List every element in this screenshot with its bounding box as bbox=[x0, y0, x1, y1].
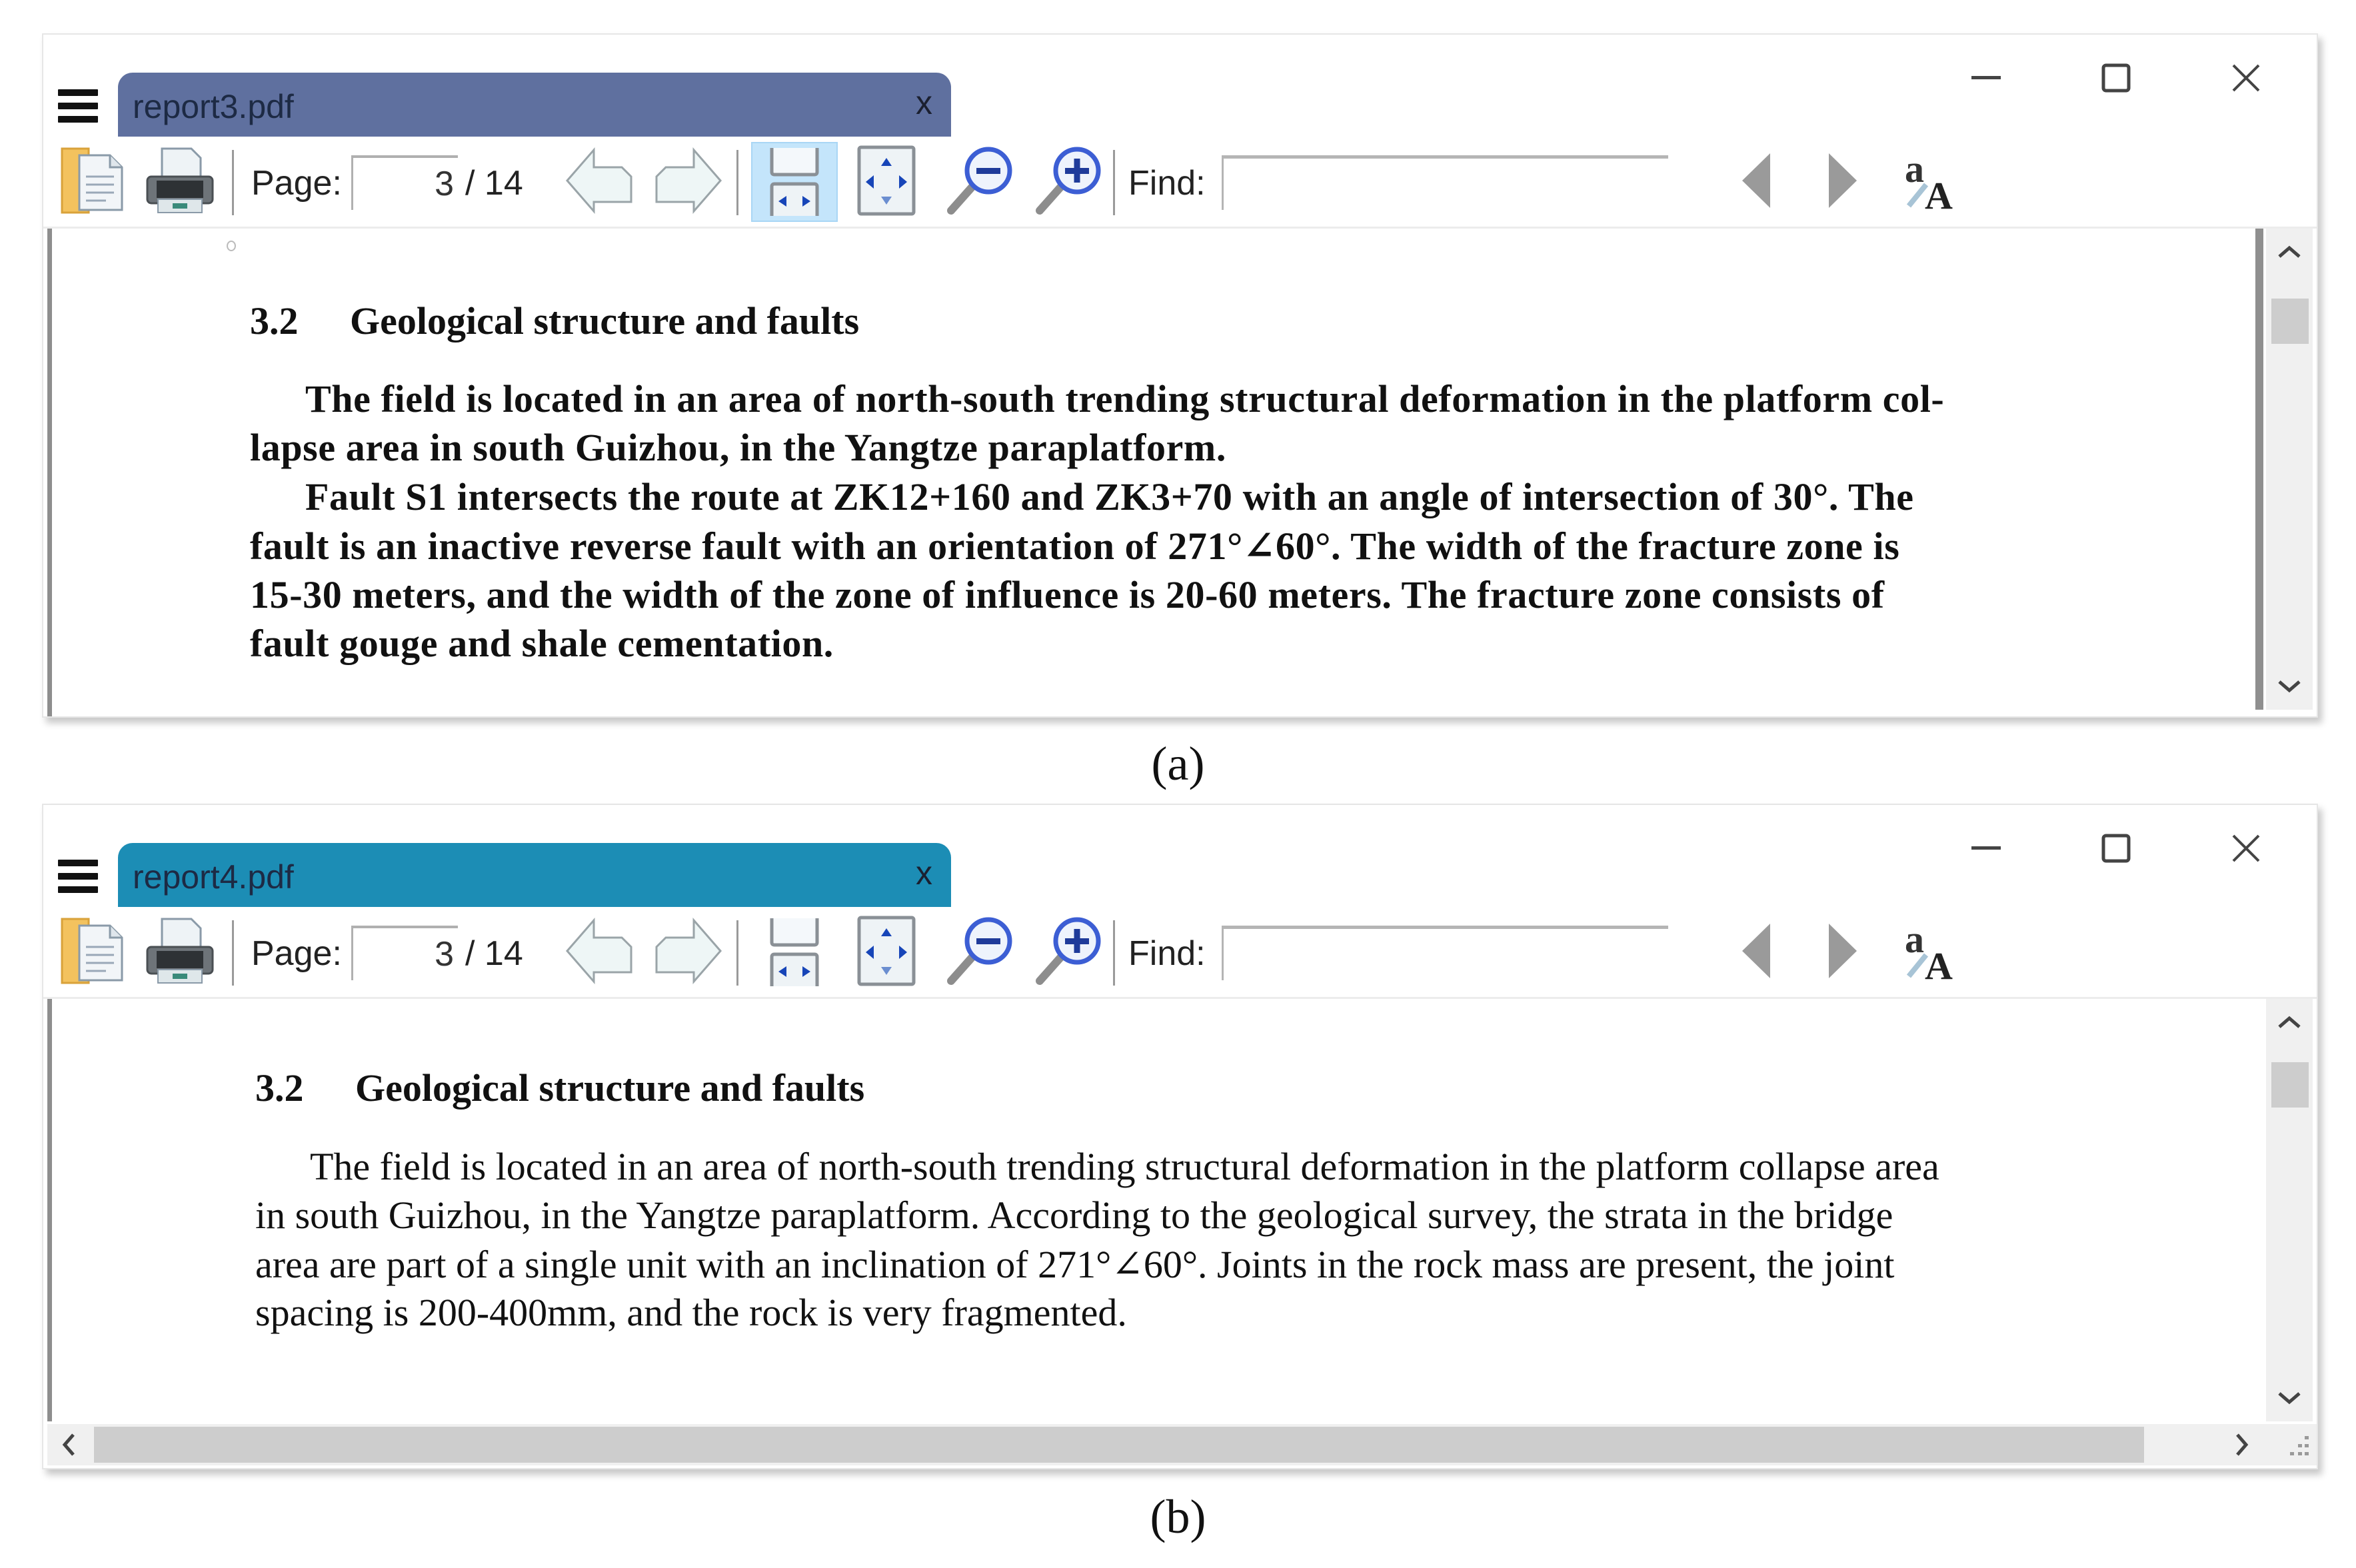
fit-page-icon bbox=[856, 915, 916, 987]
document-viewport[interactable] bbox=[43, 227, 2317, 716]
vertical-scrollbar[interactable] bbox=[2266, 999, 2313, 1421]
minimize-icon bbox=[1971, 75, 2001, 81]
section-number: 3.2 bbox=[250, 299, 299, 343]
horizontal-scroll-thumb[interactable] bbox=[94, 1427, 2144, 1463]
find-label: Find: bbox=[1128, 164, 1206, 203]
maximize-icon bbox=[2101, 834, 2131, 863]
chevron-right-icon bbox=[2235, 1433, 2249, 1457]
document-page bbox=[207, 999, 2117, 1421]
maximize-button[interactable] bbox=[2079, 818, 2153, 878]
figure-caption-a: (a) bbox=[1151, 737, 1205, 790]
scroll-up-button[interactable] bbox=[2266, 229, 2313, 275]
section-number: 3.2 bbox=[255, 1066, 304, 1110]
toolbar-separator bbox=[1113, 920, 1115, 986]
page-number-input[interactable] bbox=[351, 926, 458, 980]
fit-page-button[interactable] bbox=[850, 145, 923, 217]
fit-page-button[interactable] bbox=[850, 915, 923, 987]
paragraph-line: lapse area in south Guizhou, in the Yangtze paraplatform. bbox=[250, 426, 1226, 469]
find-label: Find: bbox=[1128, 934, 1206, 973]
vertical-scroll-thumb[interactable] bbox=[2271, 299, 2309, 344]
paragraph-line: 15-30 meters, and the width of the zone of influence is 20-60 meters. The fracture zone consists of bbox=[250, 573, 1885, 616]
tab-title: report3.pdf bbox=[133, 88, 294, 125]
figure-caption-b: (b) bbox=[1150, 1490, 1206, 1543]
open-file-button[interactable] bbox=[58, 145, 127, 217]
text-options-button[interactable] bbox=[1896, 145, 1969, 217]
scroll-right-button[interactable] bbox=[2221, 1424, 2263, 1465]
arrow-left-icon bbox=[565, 918, 635, 984]
triangle-right-icon bbox=[1826, 921, 1859, 981]
open-file-button[interactable] bbox=[58, 915, 127, 987]
toolbar bbox=[43, 138, 2317, 225]
find-next-button[interactable] bbox=[1816, 145, 1869, 217]
printer-icon bbox=[143, 146, 217, 215]
toolbar bbox=[43, 908, 2317, 995]
close-window-button[interactable] bbox=[2209, 48, 2283, 108]
minimize-button[interactable] bbox=[1949, 818, 2023, 878]
print-button[interactable] bbox=[143, 145, 217, 217]
menu-hamburger-icon[interactable] bbox=[58, 89, 98, 124]
svg-text:a: a bbox=[1905, 147, 1924, 191]
section-title: Geological structure and faults bbox=[350, 299, 860, 343]
svg-text:A: A bbox=[1925, 944, 1953, 984]
find-previous-button[interactable] bbox=[1730, 915, 1783, 987]
previous-page-button[interactable] bbox=[563, 145, 636, 217]
maximize-button[interactable] bbox=[2079, 48, 2153, 108]
zoom-in-icon bbox=[1032, 914, 1105, 988]
scroll-left-button[interactable] bbox=[47, 1424, 90, 1465]
text-options-button[interactable] bbox=[1896, 915, 1969, 987]
page-total: / 14 bbox=[465, 934, 523, 973]
resize-grip-icon[interactable] bbox=[2285, 1433, 2311, 1460]
fit-width-button[interactable] bbox=[751, 142, 838, 222]
title-bar bbox=[43, 805, 2317, 905]
zoom-out-icon bbox=[943, 144, 1016, 217]
find-input[interactable] bbox=[1222, 926, 1668, 980]
section-heading bbox=[255, 1066, 864, 1110]
document-viewport[interactable] bbox=[43, 997, 2317, 1421]
toolbar-separator bbox=[232, 920, 234, 986]
toolbar-separator bbox=[736, 150, 738, 215]
scroll-down-button[interactable] bbox=[2266, 663, 2313, 710]
vertical-scroll-thumb[interactable] bbox=[2271, 1062, 2309, 1108]
triangle-right-icon bbox=[1826, 151, 1859, 211]
open-folder-icon bbox=[59, 146, 126, 215]
zoom-out-button[interactable] bbox=[940, 915, 1020, 987]
document-tab[interactable] bbox=[118, 843, 951, 907]
chevron-down-icon bbox=[2277, 1391, 2301, 1405]
menu-hamburger-icon[interactable] bbox=[58, 860, 98, 894]
page-label: Page: bbox=[251, 164, 342, 203]
paragraph-line: in south Guizhou, in the Yangtze paraplatform. According to the geological survey, the strata in the bridge bbox=[255, 1193, 1893, 1237]
page-label: Page: bbox=[251, 934, 342, 973]
tab-close-button[interactable]: x bbox=[916, 84, 932, 121]
next-page-button[interactable] bbox=[651, 915, 724, 987]
paragraph-line: spacing is 200-400mm, and the rock is very fragmented. bbox=[255, 1291, 1127, 1334]
zoom-out-icon bbox=[943, 914, 1016, 988]
chevron-down-icon bbox=[2277, 680, 2301, 693]
horizontal-scrollbar[interactable] bbox=[47, 1424, 2317, 1465]
title-bar bbox=[43, 35, 2317, 135]
toolbar-separator bbox=[736, 920, 738, 986]
arrow-right-icon bbox=[652, 918, 723, 984]
tab-title: report4.pdf bbox=[133, 858, 294, 896]
page-right-edge bbox=[2255, 229, 2263, 710]
triangle-left-icon bbox=[1740, 151, 1773, 211]
vertical-scrollbar[interactable] bbox=[2266, 229, 2313, 710]
document-tab[interactable] bbox=[118, 73, 951, 137]
pdf-viewer-window-b bbox=[42, 804, 2318, 1469]
maximize-icon bbox=[2101, 63, 2131, 93]
font-case-icon bbox=[1899, 918, 1966, 984]
close-icon bbox=[2231, 63, 2261, 93]
paragraph-line: area are part of a single unit with an inclination of 271°∠60°. Joints in the rock mass are present, the joint bbox=[255, 1243, 1895, 1286]
page-total: / 14 bbox=[465, 164, 523, 203]
find-previous-button[interactable] bbox=[1730, 145, 1783, 217]
document-page bbox=[207, 229, 2117, 716]
paragraph-line: fault gouge and shale cementation. bbox=[250, 622, 834, 665]
section-title: Geological structure and faults bbox=[355, 1066, 865, 1110]
find-next-button[interactable] bbox=[1816, 915, 1869, 987]
fit-width-icon bbox=[761, 916, 828, 989]
arrow-right-icon bbox=[652, 147, 723, 214]
viewport-left-border bbox=[47, 999, 52, 1421]
paragraph-line: The field is located in an area of north-south trending structural deformation in the platform col- bbox=[305, 377, 1945, 420]
fit-page-icon bbox=[856, 145, 916, 217]
fit-width-button[interactable] bbox=[751, 912, 838, 992]
scroll-down-button[interactable] bbox=[2266, 1375, 2313, 1421]
minimize-icon bbox=[1971, 845, 2001, 852]
close-icon bbox=[2231, 834, 2261, 863]
find-input[interactable] bbox=[1222, 155, 1668, 210]
close-window-button[interactable] bbox=[2209, 818, 2283, 878]
paragraph-line: The field is located in an area of north-south trending structural deformation in the platform collapse area bbox=[310, 1145, 1939, 1188]
page-number-input[interactable] bbox=[351, 155, 458, 210]
chevron-up-icon bbox=[2277, 1016, 2301, 1029]
font-case-icon bbox=[1899, 147, 1966, 214]
zoom-in-button[interactable] bbox=[1028, 145, 1108, 217]
scroll-up-button[interactable] bbox=[2266, 999, 2313, 1046]
arrow-left-icon bbox=[565, 147, 635, 214]
chevron-up-icon bbox=[2277, 245, 2301, 259]
toolbar-separator bbox=[1113, 150, 1115, 215]
paragraph-line: fault is an inactive reverse fault with an orientation of 271°∠60°. The width of the fracture zone is bbox=[250, 524, 1900, 568]
printer-icon bbox=[143, 916, 217, 986]
print-button[interactable] bbox=[143, 915, 217, 987]
next-page-button[interactable] bbox=[651, 145, 724, 217]
tab-close-button[interactable]: x bbox=[916, 854, 932, 892]
minimize-button[interactable] bbox=[1949, 48, 2023, 108]
zoom-in-button[interactable] bbox=[1028, 915, 1108, 987]
pdf-viewer-window-a bbox=[42, 33, 2318, 718]
chevron-left-icon bbox=[61, 1433, 76, 1457]
viewport-left-border bbox=[47, 229, 52, 716]
triangle-left-icon bbox=[1740, 921, 1773, 981]
zoom-out-button[interactable] bbox=[940, 145, 1020, 217]
toolbar-separator bbox=[232, 150, 234, 215]
fit-width-icon bbox=[761, 145, 828, 219]
open-folder-icon bbox=[59, 916, 126, 986]
paragraph-line: Fault S1 intersects the route at ZK12+160 and ZK3+70 with an angle of intersection of 30°. The bbox=[305, 475, 1914, 518]
zoom-in-icon bbox=[1032, 144, 1105, 217]
previous-page-button[interactable] bbox=[563, 915, 636, 987]
svg-text:A: A bbox=[1925, 174, 1953, 214]
section-heading bbox=[250, 299, 859, 343]
svg-text:a: a bbox=[1905, 918, 1924, 961]
